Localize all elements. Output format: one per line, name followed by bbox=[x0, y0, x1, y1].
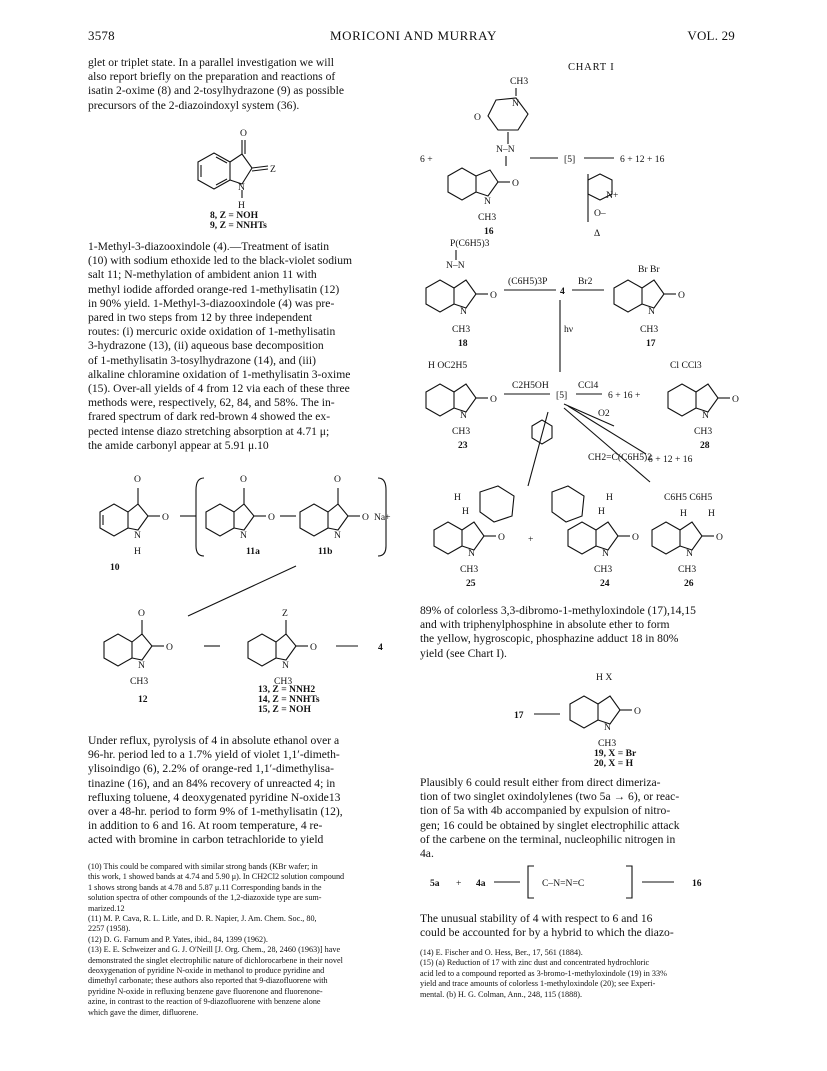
structure-25 bbox=[434, 486, 514, 589]
svg-text:P(C6H5)3: P(C6H5)3 bbox=[450, 238, 490, 249]
footnote-line: (11) M. P. Cava, R. L. Litle, and D. R. Napier, J. Am. Chem. Soc., 80, bbox=[88, 914, 317, 924]
text-line: over a 48-hr. period to form 9% of 1-methylisatin (12), bbox=[88, 805, 343, 819]
footnote-line: mental. (b) H. G. Colman, Ann., 248, 115 (1888). bbox=[420, 989, 583, 999]
svg-text:N: N bbox=[138, 660, 145, 671]
svg-text:O: O bbox=[334, 474, 341, 485]
text-line: 1-Methyl-3-diazooxindole (4).—Treatment of isatin bbox=[88, 240, 330, 253]
text-line: The unusual stability of 4 with respect to 6 and 16 bbox=[420, 912, 653, 925]
text-line: glet or triplet state. In a parallel investigation we will bbox=[88, 56, 334, 69]
text-line: 4a. bbox=[420, 847, 434, 861]
svg-text:CH3: CH3 bbox=[510, 76, 529, 87]
svg-text:4a: 4a bbox=[476, 878, 486, 889]
svg-text:26: 26 bbox=[684, 578, 694, 589]
section-pyrolysis bbox=[88, 734, 400, 848]
hydrogen-label: H bbox=[238, 200, 245, 211]
svg-text:CH3: CH3 bbox=[452, 426, 471, 437]
svg-text:17: 17 bbox=[514, 710, 524, 721]
right-paragraph-stability bbox=[420, 912, 742, 940]
footnote-line: (12) D. G. Farnum and P. Yates, ibid., 84, 1399 (1962). bbox=[88, 934, 268, 944]
compound-12-label: 12 bbox=[138, 694, 148, 705]
text-line: Plausibly 6 could result either from direct dimeriza- bbox=[420, 776, 661, 789]
svg-text:Br Br: Br Br bbox=[638, 264, 660, 275]
svg-text:N: N bbox=[648, 306, 655, 317]
svg-text:20, X = H: 20, X = H bbox=[594, 758, 634, 769]
compound-11a-label: 11a bbox=[246, 546, 260, 557]
svg-text:O: O bbox=[732, 394, 739, 405]
svg-text:CH3: CH3 bbox=[594, 564, 613, 575]
svg-text:C–N=N=C: C–N=N=C bbox=[542, 878, 585, 889]
svg-text:CCl4: CCl4 bbox=[578, 380, 599, 391]
compound-9-label: 9, Z = NNHTs bbox=[210, 220, 267, 231]
svg-text:(C6H5)3P: (C6H5)3P bbox=[508, 276, 548, 287]
svg-text:H: H bbox=[454, 492, 461, 503]
compound-11b-label: 11b bbox=[318, 546, 333, 557]
svg-text:19, X = Br: 19, X = Br bbox=[594, 748, 637, 759]
compound-4-label: 4 bbox=[378, 642, 383, 653]
svg-text:Br2: Br2 bbox=[578, 276, 593, 287]
compound-10-label: 10 bbox=[110, 562, 120, 573]
text-line: the amide carbonyl appear at 5.91 μ.10 bbox=[88, 438, 269, 452]
footnote-line: which gave the dimer, difluorene. bbox=[88, 1007, 199, 1017]
svg-text:4: 4 bbox=[560, 286, 565, 297]
footnote-line: marized.12 bbox=[88, 903, 125, 913]
text-line: of the carbene on the terminal, nucleophilic nitrogen in bbox=[420, 832, 676, 846]
svg-text:O–: O– bbox=[594, 208, 606, 219]
svg-text:O: O bbox=[134, 474, 141, 485]
text-line: frared spectrum of dark red-brown 4 showed the ex- bbox=[88, 410, 331, 424]
running-head-authors: MORICONI AND MURRAY bbox=[330, 28, 497, 43]
text-line: pected intense diazo stretching absorption at 4.71 μ; bbox=[88, 424, 330, 438]
svg-text:N+: N+ bbox=[606, 190, 619, 201]
text-line: pared in two steps from 12 by three independent bbox=[88, 311, 313, 325]
sodium-counterion: Na+ bbox=[374, 512, 391, 523]
svg-text:C2H5OH: C2H5OH bbox=[512, 380, 549, 391]
structure-23 bbox=[426, 360, 497, 451]
text-line: 3-hydrazone (13), (ii) aqueous base decomposition bbox=[88, 339, 324, 353]
section-methyl-diazooxindole bbox=[88, 240, 400, 453]
svg-text:N: N bbox=[468, 548, 475, 559]
svg-text:CH3: CH3 bbox=[640, 324, 659, 335]
volume-number: VOL. 29 bbox=[687, 28, 735, 43]
svg-text:23: 23 bbox=[458, 440, 468, 451]
compound-8-label: 8, Z = NOH bbox=[210, 210, 259, 221]
svg-text:N: N bbox=[134, 530, 141, 541]
svg-text:N: N bbox=[686, 548, 693, 559]
svg-text:CH2=C(C6H5)2: CH2=C(C6H5)2 bbox=[588, 452, 653, 463]
text-line: routes: (i) mercuric oxide oxidation of 1-methylisatin bbox=[88, 325, 336, 339]
svg-text:CH3: CH3 bbox=[274, 676, 293, 687]
text-line: acted with bromine in carbon tetrachloride to yield bbox=[88, 833, 324, 847]
footnote-line: dimethyl carbonate; these authors also reported that 9-diazofluorene with bbox=[88, 976, 328, 986]
structure-26 bbox=[652, 492, 723, 589]
svg-text:hν: hν bbox=[564, 324, 574, 335]
right-footnotes bbox=[420, 948, 742, 1000]
svg-text:O: O bbox=[512, 178, 519, 189]
svg-text:H: H bbox=[708, 508, 715, 519]
svg-text:CH3: CH3 bbox=[460, 564, 479, 575]
text-line: tinazine (16), and an 84% recovery of unreacted 4; in bbox=[88, 776, 336, 790]
text-line: salt 11; N-methylation of ambident anion 11 with bbox=[88, 268, 317, 282]
left-intro-paragraph bbox=[88, 56, 400, 113]
text-line: gen; 16 could be obtained by singlet electrophilic attack bbox=[420, 818, 680, 832]
svg-text:O: O bbox=[634, 706, 641, 717]
svg-text:O: O bbox=[362, 512, 369, 523]
svg-text:N: N bbox=[604, 722, 611, 733]
equation-carbene-attack bbox=[430, 862, 730, 902]
text-line: also report briefly on the preparation and reactions of bbox=[88, 70, 336, 84]
text-line: isatin 2-oxime (8) and 2-tosylhydrazone (9) as possible bbox=[88, 84, 344, 98]
svg-text:17: 17 bbox=[646, 338, 656, 349]
scheme-isatin-salt bbox=[96, 470, 406, 715]
text-line: methods were, respectively, 62, 84, and 58%. The in- bbox=[88, 396, 335, 410]
text-line: methyl iodide afforded orange-red 1-methylisatin (12) bbox=[88, 282, 340, 296]
text-line: 89% of colorless 3,3-dibromo-1-methyloxindole (17),14,15 bbox=[420, 604, 696, 617]
svg-text:Δ: Δ bbox=[594, 228, 601, 239]
footnote-line: yield and trace amounts of colorless 1-methyloxindole (20); see Experi- bbox=[420, 979, 656, 989]
text-line: could be accounted for by a hybrid to which the diazo- bbox=[420, 926, 674, 940]
svg-text:O: O bbox=[240, 474, 247, 485]
svg-text:N: N bbox=[702, 410, 709, 421]
footnote-line: azine, in contrast to the reaction of 9-diazofluorene with benzene alone bbox=[88, 997, 321, 1007]
svg-text:CH3: CH3 bbox=[130, 676, 149, 687]
svg-text:O: O bbox=[268, 512, 275, 523]
text-line: the yellow, hygroscopic, phosphazine adduct 18 in 80% bbox=[420, 632, 679, 646]
text-line: in addition to 6 and 16. At room temperature, 4 re- bbox=[88, 819, 323, 833]
structure-11a bbox=[206, 474, 275, 557]
text-line: yield (see Chart I). bbox=[420, 646, 507, 660]
svg-text:H: H bbox=[606, 492, 613, 503]
footnote-line: deoxygenation of pyridine N-oxide in methanol to produce pyridine and bbox=[88, 966, 325, 976]
svg-text:CH3: CH3 bbox=[694, 426, 713, 437]
footnote-line: solution spectra of other compounds of the 1,2-diazoxide type are sum- bbox=[88, 893, 322, 903]
compound-14-label: 14, Z = NNHTs bbox=[258, 694, 320, 705]
text-line: in 90% yield. 1-Methyl-3-diazooxindole (4) was pre- bbox=[88, 296, 335, 310]
structure-17 bbox=[614, 264, 685, 349]
svg-text:H OC2H5: H OC2H5 bbox=[428, 360, 468, 371]
text-line: precursors of the 2-diazoindoxyl system (36). bbox=[88, 98, 300, 112]
footnote-line: (15) (a) Reduction of 17 with zinc dust and concentrated hydrochloric bbox=[420, 958, 650, 968]
svg-text:O2: O2 bbox=[598, 408, 610, 419]
svg-text:O: O bbox=[474, 112, 481, 123]
svg-text:O: O bbox=[138, 608, 145, 619]
right-paragraph-dimerization bbox=[420, 776, 742, 861]
svg-text:6 +: 6 + bbox=[420, 154, 433, 165]
text-line: ylisoindigo (6), 2.2% of orange-red 1,1′-dimethylisa- bbox=[88, 762, 334, 776]
footnote-line: pyridine N-oxide in refluxing benzene gave fluorenone and fluorenone- bbox=[88, 986, 323, 996]
svg-text:C6H5 C6H5: C6H5 C6H5 bbox=[664, 492, 713, 503]
footnote-line: 1 shows strong bands at 4.78 and 5.87 μ.11 Corresponding bands in the bbox=[88, 882, 322, 892]
text-line: tion of 5a with 4b accompanied by expulsion of nitro- bbox=[420, 804, 671, 818]
svg-text:N–N: N–N bbox=[496, 144, 515, 155]
svg-text:H: H bbox=[134, 546, 141, 557]
benzene-ring bbox=[198, 153, 230, 189]
text-line: Under reflux, pyrolysis of 4 in absolute ethanol over a bbox=[88, 734, 340, 747]
left-footnotes bbox=[88, 862, 400, 1018]
text-line: 96-hr. period led to a 1.7% yield of violet 1,1′-dimeth- bbox=[88, 748, 340, 762]
svg-text:[5]: [5] bbox=[564, 154, 576, 165]
footnote-line: acid led to a compound reported as 3-bromo-1-methyloxindole (19) in 33% bbox=[420, 968, 667, 978]
footnote-line: (10) This could be compared with similar strong bands (KBr wafer; in bbox=[88, 862, 318, 871]
svg-text:N: N bbox=[240, 530, 247, 541]
svg-text:CH3: CH3 bbox=[598, 738, 617, 749]
svg-text:N–N: N–N bbox=[446, 260, 465, 271]
svg-text:+: + bbox=[528, 534, 534, 545]
right-paragraph-dibromo bbox=[420, 604, 742, 661]
footnote-line: 2257 (1958). bbox=[88, 924, 131, 934]
svg-text:O: O bbox=[162, 512, 169, 523]
svg-text:O: O bbox=[632, 532, 639, 543]
structure-11b bbox=[300, 474, 369, 557]
svg-text:16: 16 bbox=[692, 878, 702, 889]
structure-28 bbox=[668, 360, 739, 451]
structure-16 bbox=[448, 76, 528, 237]
svg-text:6 + 12 + 16: 6 + 12 + 16 bbox=[620, 154, 665, 165]
text-line: (10) with sodium ethoxide led to the black-violet sodium bbox=[88, 254, 353, 268]
structure-10 bbox=[100, 474, 169, 573]
svg-text:O: O bbox=[716, 532, 723, 543]
svg-text:O: O bbox=[310, 642, 317, 653]
structure-12 bbox=[104, 608, 173, 705]
svg-text:O: O bbox=[498, 532, 505, 543]
cyclohexene-ring bbox=[532, 420, 552, 444]
structure-18 bbox=[426, 238, 497, 349]
svg-text:18: 18 bbox=[458, 338, 468, 349]
svg-text:CH3: CH3 bbox=[452, 324, 471, 335]
svg-text:CH3: CH3 bbox=[678, 564, 697, 575]
svg-text:16: 16 bbox=[484, 226, 494, 237]
structure-19-20 bbox=[510, 670, 710, 769]
svg-text:N: N bbox=[512, 98, 519, 109]
nitrogen-label: N bbox=[238, 182, 245, 193]
svg-text:H: H bbox=[462, 506, 469, 517]
svg-text:[5]: [5] bbox=[556, 390, 568, 401]
compound-15-label: 15, Z = NOH bbox=[258, 704, 311, 715]
svg-text:5a: 5a bbox=[430, 878, 440, 889]
svg-text:O: O bbox=[490, 290, 497, 301]
svg-text:N: N bbox=[460, 306, 467, 317]
svg-text:H X: H X bbox=[596, 672, 613, 683]
svg-text:Z: Z bbox=[282, 608, 288, 619]
footnote-line: this work, 1 showed bands at 4.74 and 5.90 μ). In CH2Cl2 solution compound bbox=[88, 872, 345, 882]
svg-text:H: H bbox=[680, 508, 687, 519]
z-label: Z bbox=[270, 164, 276, 175]
svg-text:N: N bbox=[602, 548, 609, 559]
text-line: refluxing toluene, 4 deoxygenated pyridine N-oxide13 bbox=[88, 790, 341, 804]
svg-text:+: + bbox=[456, 878, 462, 889]
footnote-line: (13) E. E. Schweizer and G. J. O'Neill [J. Org. Chem., 28, 2460 (1963)] have bbox=[88, 945, 341, 955]
text-line: and with triphenylphosphine in absolute ether to form bbox=[420, 618, 670, 632]
text-line: tion of two singlet oxindolylenes (two 5a → 6), or reac- bbox=[420, 790, 680, 804]
svg-text:N: N bbox=[282, 660, 289, 671]
chart-I-scheme bbox=[418, 76, 748, 590]
footnote-line: (14) E. Fischer and O. Hess, Ber., 17, 561 (1884). bbox=[420, 948, 583, 957]
text-line: (15). Over-all yields of 4 from 12 via each of these three bbox=[88, 382, 350, 396]
footnote-line: demonstrated the singlet electrophilic nature of dichlorocarbene in their novel bbox=[88, 955, 343, 965]
text-line: of 1-methylisatin 3-tosylhydrazone (14), and (iii) bbox=[88, 353, 316, 367]
svg-text:28: 28 bbox=[700, 440, 710, 451]
svg-text:N: N bbox=[460, 410, 467, 421]
structure-13-15 bbox=[248, 608, 320, 715]
svg-text:O: O bbox=[166, 642, 173, 653]
svg-text:O: O bbox=[678, 290, 685, 301]
pyridine-n-oxide bbox=[588, 174, 618, 219]
svg-text:6 + 16 +: 6 + 16 + bbox=[608, 390, 641, 401]
svg-text:6 + 12 + 16: 6 + 12 + 16 bbox=[648, 454, 693, 465]
svg-text:N: N bbox=[334, 530, 341, 541]
structure-isatin-derivative bbox=[180, 124, 340, 231]
text-line: alkaline chloramine oxidation of 1-methylisatin 3-oxime bbox=[88, 367, 351, 381]
svg-text:24: 24 bbox=[600, 578, 610, 589]
page-number: 3578 bbox=[88, 28, 115, 43]
svg-text:H: H bbox=[598, 506, 605, 517]
structure-24 bbox=[552, 486, 639, 589]
svg-text:Cl CCl3: Cl CCl3 bbox=[670, 360, 702, 371]
compound-13-label: 13, Z = NNH2 bbox=[258, 684, 316, 695]
svg-text:N: N bbox=[484, 196, 491, 207]
svg-text:O: O bbox=[490, 394, 497, 405]
svg-text:25: 25 bbox=[466, 578, 476, 589]
svg-text:CH3: CH3 bbox=[478, 212, 497, 223]
chart-title: CHART I bbox=[568, 62, 615, 73]
oxygen-label: O bbox=[240, 128, 247, 139]
